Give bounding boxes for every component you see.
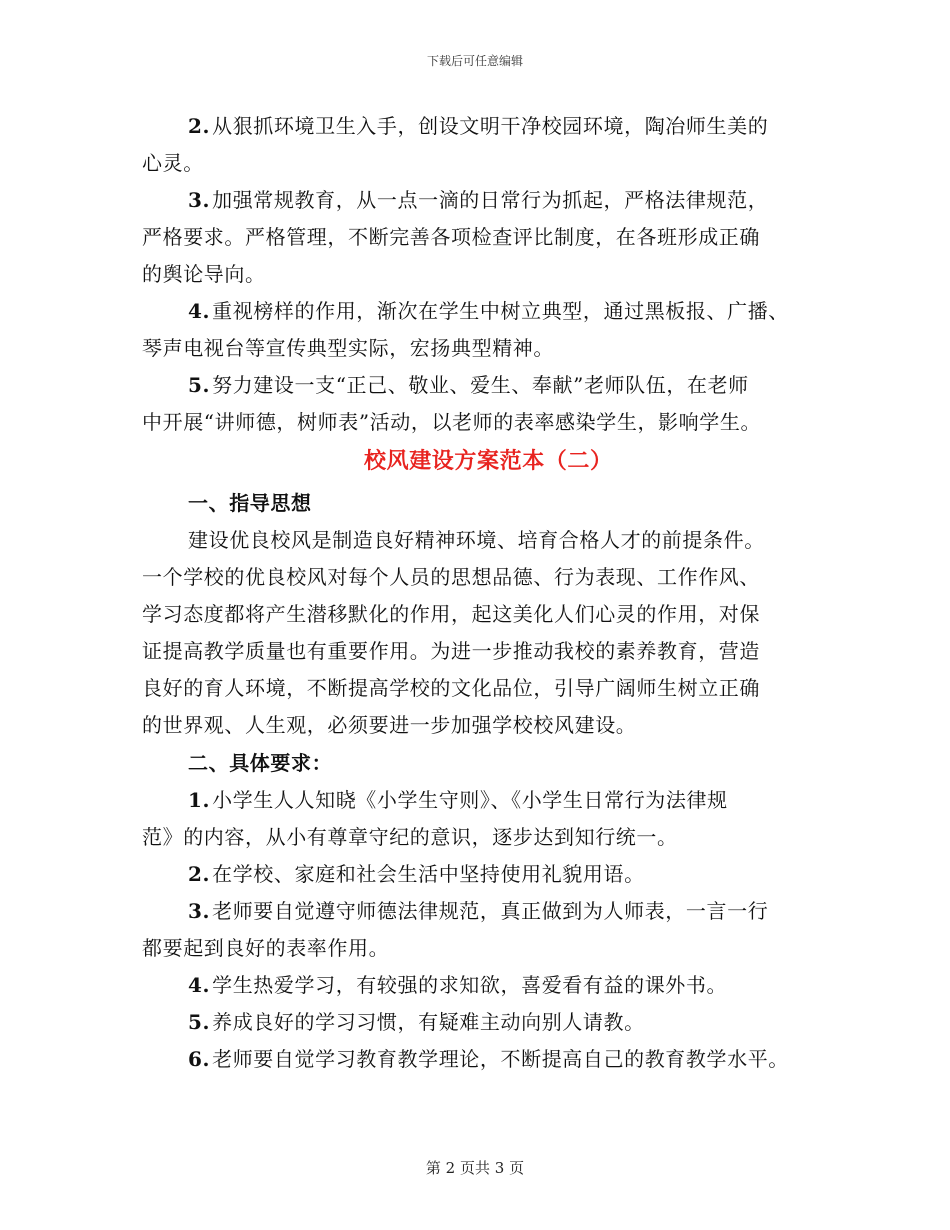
item-3-line-3: 的舆论导向。 bbox=[142, 262, 266, 286]
paragraph-line: 一个学校的优良校风对每个人员的思想品德、行为表现、工作作风、 bbox=[142, 565, 760, 589]
item-4-line-2: 琴声电视台等宣传典型实际，宏扬典型精神。 bbox=[142, 336, 554, 360]
item-2-line-1: 2. 从狠抓环境卫生入手，创设文明干净校园环境，陶冶师生美的 bbox=[188, 114, 769, 138]
heading-guiding-ideology: 一、指导思想 bbox=[188, 491, 312, 515]
page-header: 下载后可任意编辑 bbox=[426, 54, 523, 68]
requirement-6: 6. 老师要自觉学习教育教学理论，不断提高自己的教育教学水平。 bbox=[188, 1047, 789, 1071]
requirement-3-line-1: 3. 老师要自觉遵守师德法律规范，真正做到为人师表，一言一行 bbox=[188, 899, 769, 923]
paragraph-line: 建设优良校风是制造良好精神环境、培育合格人才的前提条件。 bbox=[188, 528, 765, 552]
paragraph-line: 证提高教学质量也有重要作用。为进一步推动我校的素养教育，营造 bbox=[142, 639, 760, 663]
paragraph-line: 学习态度都将产生潜移默化的作用，起这美化人们心灵的作用，对保 bbox=[142, 602, 760, 626]
item-3-line-2: 严格要求。严格管理，不断完善各项检查评比制度，在各班形成正确 bbox=[142, 225, 760, 249]
item-5-line-1: 5. 努力建设一支“正己、敬业、爱生、奉献”老师队伍，在老师 bbox=[188, 373, 749, 397]
paragraph-line: 的世界观、人生观，必须要进一步加强学校校风建设。 bbox=[142, 713, 637, 737]
item-3-line-1: 3. 加强常规教育，从一点一滴的日常行为抓起，严格法律规范， bbox=[188, 188, 769, 212]
requirement-5: 5. 养成良好的学习习惯，有疑难主动向别人请教。 bbox=[188, 1010, 645, 1034]
requirement-2: 2. 在学校、家庭和社会生活中坚持使用礼貌用语。 bbox=[188, 862, 645, 886]
heading-requirements: 二、具体要求： bbox=[188, 751, 333, 775]
section-title: 校风建设方案范本（二） bbox=[364, 448, 613, 474]
item-5-line-2: 中开展“讲师德，树师表”活动，以老师的表率感染学生，影响学生。 bbox=[142, 410, 762, 434]
page-footer: 第 2 页共 3 页 bbox=[425, 1159, 525, 1177]
paragraph-line: 良好的育人环境，不断提高学校的文化品位，引导广阔师生树立正确 bbox=[142, 676, 760, 700]
requirement-1-line-1: 1. 小学生人人知晓《小学生守则》、《小学生日常行为法律规 bbox=[188, 788, 728, 812]
requirement-3-line-2: 都要起到良好的表率作用。 bbox=[142, 936, 390, 960]
item-4-line-1: 4. 重视榜样的作用，渐次在学生中树立典型，通过黑板报、广播、 bbox=[188, 299, 789, 323]
item-2-line-2: 心灵。 bbox=[142, 151, 204, 175]
requirement-4: 4. 学生热爱学习，有较强的求知欲，喜爱看有益的课外书。 bbox=[188, 973, 728, 997]
requirement-1-line-2: 范》的内容，从小有尊章守纪的意识，逐步达到知行统一。 bbox=[142, 825, 678, 849]
